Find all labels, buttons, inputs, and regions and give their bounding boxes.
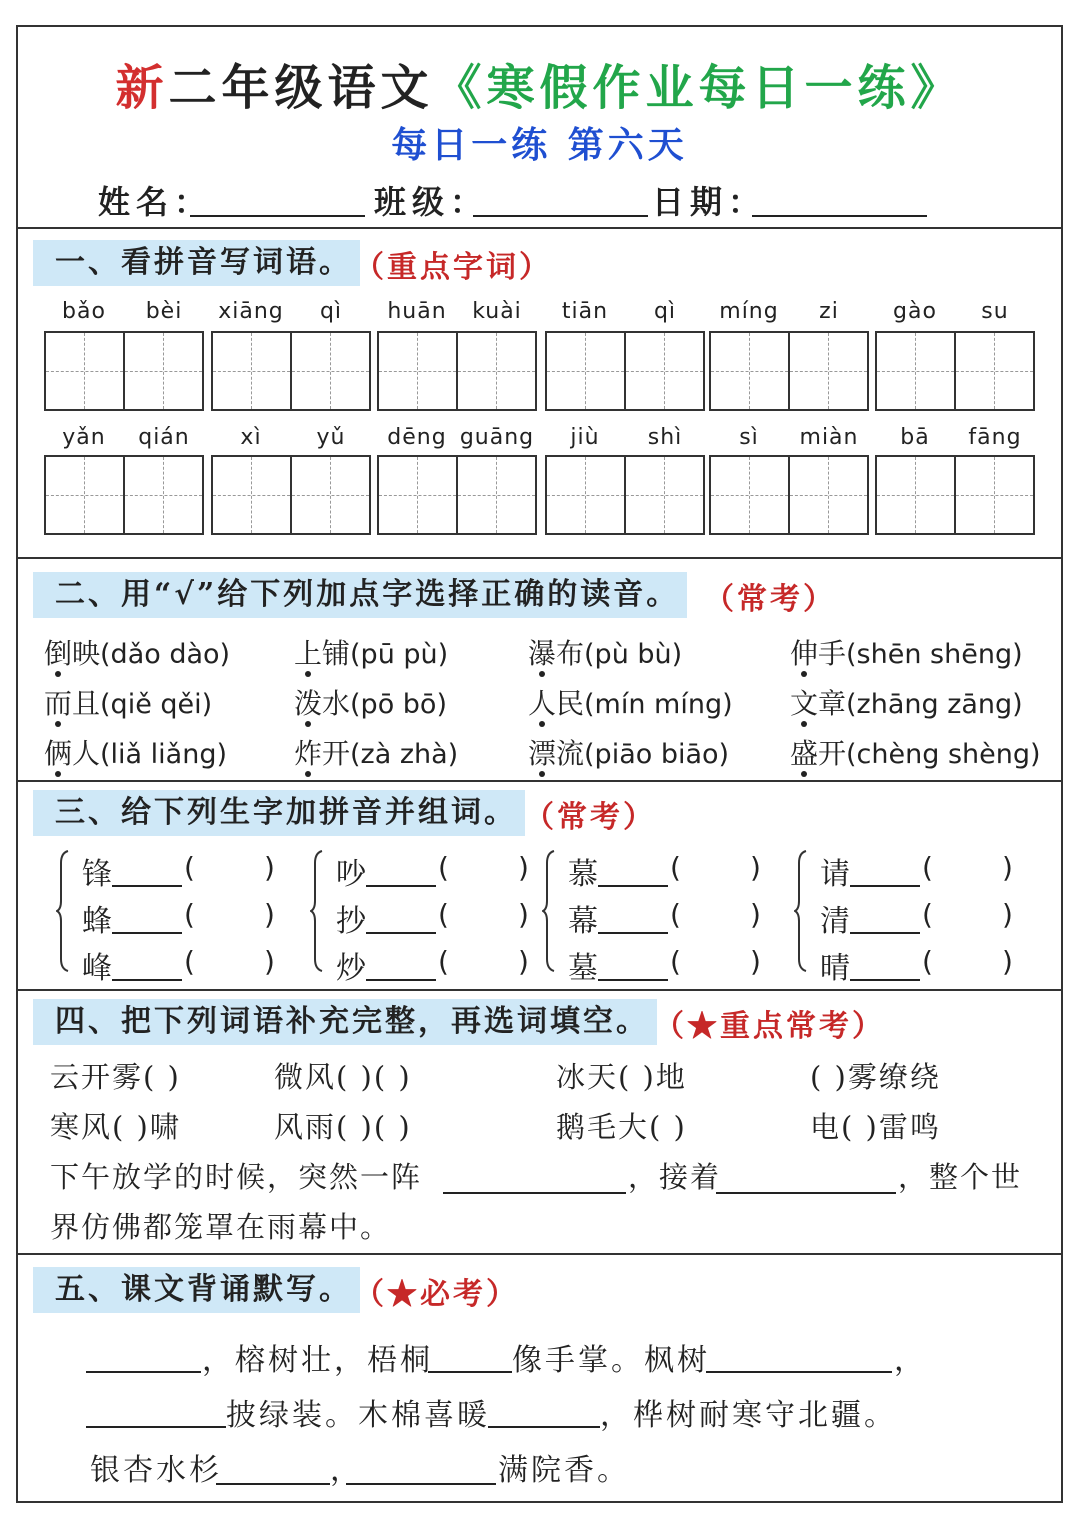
writing-grid[interactable]: [211, 331, 371, 411]
close-paren: ): [518, 945, 529, 978]
reading-choice[interactable]: [44, 682, 212, 722]
reading-choice[interactable]: [528, 632, 682, 672]
fill-blank-2[interactable]: [716, 1192, 896, 1194]
target-character: 峰: [82, 951, 112, 986]
recite-text: ，桦树耐寒守北疆。: [600, 1398, 897, 1433]
choice-options: (shēn shēng): [846, 639, 1023, 670]
target-character: 晴: [820, 951, 850, 986]
section1-tag: （重点字词）: [354, 250, 552, 285]
emphasis-dot: [801, 671, 807, 677]
pinyin-blank[interactable]: [112, 932, 182, 934]
pinyin-label: qì: [319, 299, 343, 324]
open-paren: (: [438, 898, 449, 931]
brace-icon: [794, 849, 808, 973]
title-book: 《寒假作业每日一练》: [433, 60, 964, 116]
open-paren: (: [922, 898, 933, 931]
brace-icon: [310, 849, 324, 973]
open-paren: (: [438, 851, 449, 884]
close-paren: ): [1002, 898, 1013, 931]
word-blank[interactable]: [934, 945, 1000, 981]
open-paren: (: [438, 945, 449, 978]
title-main: 二年级语文: [168, 60, 434, 116]
recite-blank-1[interactable]: [86, 1371, 201, 1373]
section3-heading: 三、给下列生字加拼音并组词。: [33, 790, 525, 836]
pinyin-label: huān: [387, 299, 447, 324]
choice-word: 人民: [528, 687, 585, 720]
divider: [18, 557, 1061, 559]
close-paren: ): [264, 851, 275, 884]
pinyin-label: fāng: [968, 425, 1022, 450]
reading-choice[interactable]: [44, 632, 230, 672]
pinyin-blank[interactable]: [366, 932, 436, 934]
fill-blank-1[interactable]: [443, 1192, 626, 1194]
worksheet-page: [16, 25, 1063, 1503]
choice-word: 而且: [44, 687, 101, 720]
choice-options: (qiě qěi): [100, 689, 213, 720]
pinyin-label: gào: [893, 299, 937, 324]
section4-heading: 四、把下列词语补充完整，再选词填空。: [33, 999, 657, 1045]
name-field[interactable]: [190, 215, 365, 217]
writing-grid[interactable]: [709, 455, 869, 535]
writing-grid[interactable]: [377, 331, 537, 411]
recite-blank-3[interactable]: [706, 1371, 892, 1373]
emphasis-dot: [305, 771, 311, 777]
pinyin-label: yǔ: [316, 425, 346, 450]
pinyin-label: xì: [240, 425, 262, 450]
close-paren: ): [518, 898, 529, 931]
choice-word: 瀑布: [528, 637, 585, 670]
pinyin-label: zi: [819, 299, 839, 324]
date-label: 日期：: [652, 183, 767, 221]
choice-options: (zà zhà): [350, 739, 459, 770]
choice-word: 炸开: [294, 737, 351, 770]
choice-options: (dǎo dào): [100, 639, 231, 670]
target-character: 幕: [568, 904, 598, 939]
pinyin-blank[interactable]: [112, 885, 182, 887]
choice-options: (piāo biāo): [584, 739, 730, 770]
choice-word: 漂流: [528, 737, 585, 770]
word-blank[interactable]: [196, 898, 262, 934]
pinyin-label: míng: [719, 299, 779, 324]
idiom-item: 鹅毛大( ): [556, 1110, 687, 1144]
title-prefix: 新: [115, 60, 169, 116]
pinyin-label: bèi: [145, 299, 183, 324]
pinyin-label: bǎo: [62, 299, 106, 324]
pinyin-label: qián: [138, 425, 190, 450]
reading-choice[interactable]: [790, 682, 1023, 722]
choice-options: (liǎ liǎng): [100, 739, 228, 770]
divider: [18, 227, 1061, 229]
word-blank[interactable]: [196, 851, 262, 887]
reading-choice[interactable]: [294, 632, 448, 672]
pinyin-label: qì: [653, 299, 677, 324]
emphasis-dot: [305, 671, 311, 677]
pinyin-blank[interactable]: [850, 932, 920, 934]
close-paren: ): [750, 851, 761, 884]
reading-choice[interactable]: [528, 732, 729, 772]
page-subtitle: 每日一练 第六天: [391, 124, 688, 166]
emphasis-dot: [55, 771, 61, 777]
target-character: 墓: [568, 951, 598, 986]
close-paren: ): [264, 898, 275, 931]
word-blank[interactable]: [934, 898, 1000, 934]
recite-blank-2[interactable]: [428, 1371, 512, 1373]
writing-grid[interactable]: [44, 331, 204, 411]
pinyin-label: jiù: [570, 425, 600, 450]
idiom-item: 冰天( )地: [556, 1060, 687, 1094]
pinyin-blank[interactable]: [366, 979, 436, 981]
idiom-item: 风雨( )( ): [274, 1110, 412, 1144]
emphasis-dot: [539, 671, 545, 677]
choice-word: 倒映: [44, 637, 101, 670]
word-blank[interactable]: [450, 851, 516, 887]
choice-word: 俩人: [44, 737, 101, 770]
emphasis-dot: [801, 721, 807, 727]
choice-word: 文章: [790, 687, 847, 720]
close-paren: ): [750, 898, 761, 931]
emphasis-dot: [305, 721, 311, 727]
reading-choice[interactable]: [44, 732, 227, 772]
page-title: [18, 49, 1061, 118]
choice-word: 泼水: [294, 687, 351, 720]
open-paren: (: [184, 945, 195, 978]
idiom-item: 云开雾( ): [50, 1060, 181, 1094]
close-paren: ): [1002, 851, 1013, 884]
pinyin-label: tiān: [561, 299, 609, 324]
word-blank[interactable]: [450, 945, 516, 981]
emphasis-dot: [55, 671, 61, 677]
section2-heading: 二、用“√”给下列加点字选择正确的读音。: [33, 572, 687, 618]
pinyin-blank[interactable]: [366, 885, 436, 887]
recite-text: 满院香。: [498, 1453, 630, 1488]
target-character: 慕: [568, 857, 598, 892]
writing-grid[interactable]: [545, 331, 705, 411]
recite-text: 披绿装。木棉喜暖: [226, 1398, 490, 1433]
section2-tag: （常考）: [704, 582, 836, 617]
word-blank[interactable]: [682, 898, 748, 934]
choice-options: (chèng shèng): [846, 739, 1041, 770]
open-paren: (: [670, 898, 681, 931]
pinyin-label: dēng: [387, 425, 447, 450]
pinyin-label: shì: [647, 425, 683, 450]
word-blank[interactable]: [934, 851, 1000, 887]
pinyin-label: su: [981, 299, 1009, 324]
target-character: 抄: [336, 904, 366, 939]
open-paren: (: [922, 945, 933, 978]
target-character: 锋: [82, 857, 112, 892]
open-paren: (: [184, 898, 195, 931]
writing-grid[interactable]: [545, 455, 705, 535]
pinyin-blank[interactable]: [850, 885, 920, 887]
recite-blank-4[interactable]: [86, 1426, 226, 1428]
emphasis-dot: [539, 721, 545, 727]
open-paren: (: [670, 945, 681, 978]
word-blank[interactable]: [682, 945, 748, 981]
pinyin-label: kuài: [472, 299, 522, 324]
divider: [18, 1253, 1061, 1255]
choice-options: (zhāng zāng): [846, 689, 1023, 720]
reading-choice[interactable]: [294, 682, 447, 722]
writing-grid[interactable]: [709, 331, 869, 411]
section5-tag: （★必考）: [354, 1277, 519, 1312]
emphasis-dot: [55, 721, 61, 727]
word-blank[interactable]: [682, 851, 748, 887]
recite-text: ，: [894, 1343, 927, 1378]
close-paren: ): [264, 945, 275, 978]
open-paren: (: [184, 851, 195, 884]
date-field[interactable]: [752, 215, 927, 217]
emphasis-dot: [539, 771, 545, 777]
idiom-item: 寒风( )啸: [50, 1110, 181, 1144]
writing-grid[interactable]: [875, 455, 1035, 535]
close-paren: ): [518, 851, 529, 884]
choice-options: (pù bù): [584, 639, 683, 670]
fill-sentence-line2: 界仿佛都笼罩在雨幕中。: [50, 1210, 392, 1244]
writing-grid[interactable]: [875, 331, 1035, 411]
choice-word: 伸手: [790, 637, 847, 670]
brace-icon: [542, 849, 556, 973]
recite-text: 银杏水杉: [90, 1453, 222, 1488]
writing-grid[interactable]: [377, 455, 537, 535]
pinyin-label: guāng: [459, 425, 535, 450]
pinyin-blank[interactable]: [598, 979, 668, 981]
target-character: 吵: [336, 857, 366, 892]
target-character: 清: [820, 904, 850, 939]
close-paren: ): [1002, 945, 1013, 978]
fill-sentence-start: 下午放学的时候，突然一阵: [50, 1160, 423, 1194]
reading-choice[interactable]: [528, 682, 733, 722]
pinyin-label: yǎn: [62, 425, 106, 450]
pinyin-label: bā: [900, 425, 930, 450]
idiom-item: 电( )雷鸣: [810, 1110, 941, 1144]
pinyin-blank[interactable]: [598, 932, 668, 934]
fill-sentence-end: ，整个世: [898, 1160, 1023, 1194]
recite-text: ，: [330, 1453, 363, 1488]
word-blank[interactable]: [196, 945, 262, 981]
pinyin-blank[interactable]: [598, 885, 668, 887]
word-blank[interactable]: [450, 898, 516, 934]
emphasis-dot: [801, 771, 807, 777]
brace-icon: [56, 849, 70, 973]
writing-grid[interactable]: [44, 455, 204, 535]
section4-tag: （★重点常考）: [654, 1009, 885, 1044]
recite-text: 像手掌。枫树: [512, 1343, 710, 1378]
choice-word: 盛开: [790, 737, 847, 770]
class-field[interactable]: [473, 215, 648, 217]
choice-options: (pō bō): [350, 689, 447, 720]
target-character: 炒: [336, 951, 366, 986]
open-paren: (: [922, 851, 933, 884]
pinyin-label: xiāng: [218, 299, 284, 324]
section1-heading: 一、看拼音写词语。: [33, 240, 360, 286]
recite-blank-7[interactable]: [346, 1483, 496, 1485]
pinyin-label: miàn: [799, 425, 859, 450]
target-character: 请: [820, 857, 850, 892]
section5-heading: 五、课文背诵默写。: [33, 1267, 360, 1313]
target-character: 蜂: [82, 904, 112, 939]
choice-word: 上铺: [294, 637, 351, 670]
reading-choice[interactable]: [790, 732, 1041, 772]
recite-blank-5[interactable]: [488, 1426, 600, 1428]
close-paren: ): [750, 945, 761, 978]
open-paren: (: [670, 851, 681, 884]
choice-options: (mín míng): [584, 689, 733, 720]
recite-blank-6[interactable]: [216, 1483, 330, 1485]
choice-options: (pū pù): [350, 639, 449, 670]
class-label: 班级：: [374, 183, 489, 221]
idiom-item: 微风( )( ): [274, 1060, 412, 1094]
writing-grid[interactable]: [211, 455, 371, 535]
pinyin-label: sì: [739, 425, 759, 450]
name-label: 姓名：: [98, 183, 213, 221]
divider: [18, 989, 1061, 991]
reading-choice[interactable]: [294, 732, 458, 772]
pinyin-blank[interactable]: [112, 979, 182, 981]
pinyin-blank[interactable]: [850, 979, 920, 981]
fill-sentence-mid: ，接着: [628, 1160, 722, 1194]
recite-text: ，榕树壮，梧桐: [202, 1343, 433, 1378]
section3-tag: （常考）: [524, 800, 656, 835]
reading-choice[interactable]: [790, 632, 1023, 672]
idiom-item: ( )雾缭绕: [810, 1060, 941, 1094]
divider: [18, 780, 1061, 782]
